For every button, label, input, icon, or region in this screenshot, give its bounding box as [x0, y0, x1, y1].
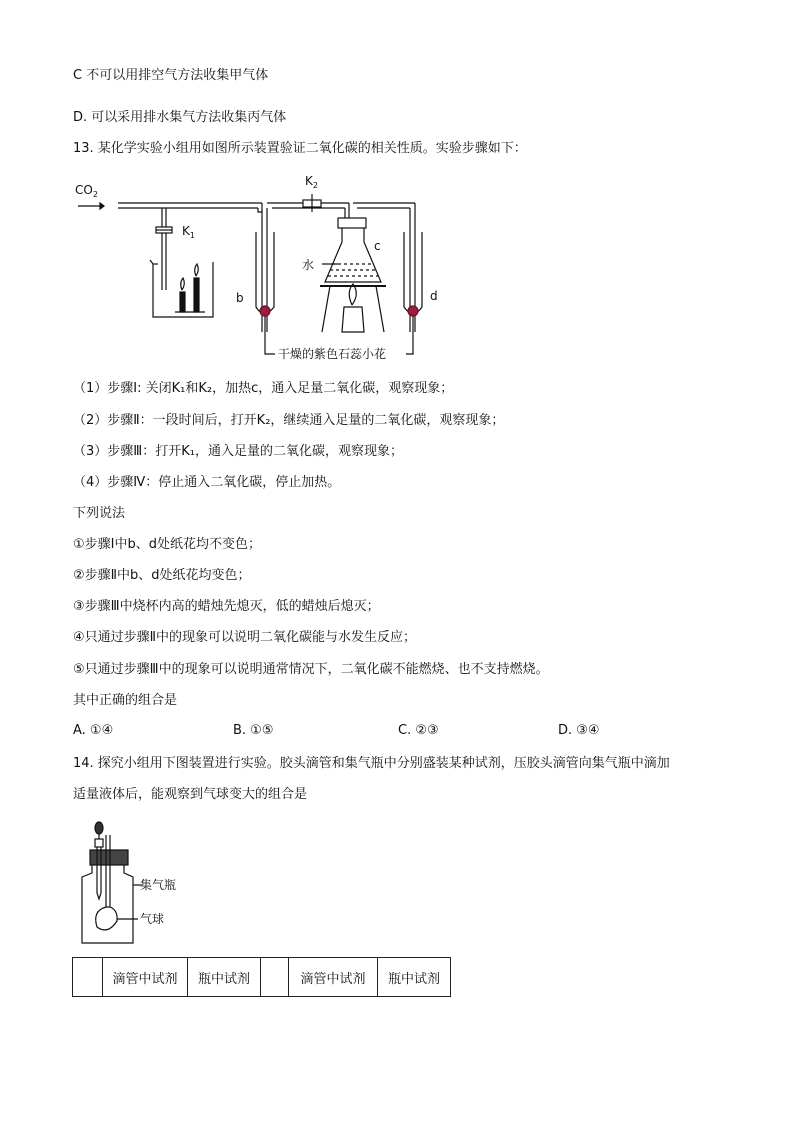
table-cell	[73, 958, 103, 997]
reagent-table	[72, 957, 451, 997]
balloon-label: 气球	[140, 912, 165, 926]
water-label: 水	[302, 258, 315, 272]
question-13-stem: 13. 某化学实验小组用如图所示装置验证二氧化碳的相关性质。实验步骤如下：	[73, 141, 527, 156]
option-a: A. ①④	[73, 723, 114, 738]
question-14-stem-2: 适量液体后，能观察到气球变大的组合是	[73, 787, 308, 802]
co2-apparatus-diagram	[0, 172, 794, 372]
table-row	[73, 958, 451, 997]
flower-label: 干燥的紫色石蕊小花	[278, 347, 387, 361]
option-d-13: D. ③④	[558, 723, 600, 738]
c-label: c	[374, 239, 381, 253]
d-label: d	[430, 289, 438, 303]
option-c: C 不可以用排空气方法收集甲气体	[73, 68, 269, 83]
b-label: b	[236, 291, 244, 305]
balloon-bottle-diagram	[60, 815, 280, 945]
statement-3: ③步骤Ⅲ中烧杯内高的蜡烛先熄灭，低的蜡烛后熄灭；	[73, 599, 380, 614]
co2-label: $CO_2$	[75, 183, 98, 199]
k1-label: $K_1$	[182, 224, 195, 240]
correct-combination-question: 其中正确的组合是	[73, 693, 178, 708]
step-1: （1）步骤Ⅰ: 关闭K₁和K₂，加热c，通入足量二氧化碳，观察现象；	[73, 381, 454, 396]
option-b: B. ①⑤	[233, 723, 274, 738]
table-cell	[261, 958, 289, 997]
table-header-bottle: 瓶中试剂	[188, 958, 261, 997]
table-header-bottle-2: 瓶中试剂	[378, 958, 451, 997]
statements-intro: 下列说法	[73, 506, 126, 521]
option-c-13: C. ②③	[398, 723, 439, 738]
table-header-dropper: 滴管中试剂	[103, 958, 188, 997]
statement-2: ②步骤Ⅱ中b、d处纸花均变色；	[73, 568, 251, 583]
step-3: （3）步骤Ⅲ：打开K₁，通入足量的二氧化碳，观察现象；	[73, 444, 403, 459]
bottle-label: 集气瓶	[140, 878, 177, 892]
option-d: D. 可以采用排水集气方法收集丙气体	[73, 110, 287, 125]
step-4: （4）步骤Ⅳ：停止通入二氧化碳，停止加热。	[73, 475, 341, 490]
statement-1: ①步骤Ⅰ中b、d处纸花均不变色；	[73, 537, 261, 552]
step-2: （2）步骤Ⅱ：一段时间后，打开K₂，继续通入足量的二氧化碳，观察现象；	[73, 413, 505, 428]
k2-label: $K_2$	[305, 174, 318, 190]
question-14-stem-1: 14. 探究小组用下图装置进行实验。胶头滴管和集气瓶中分别盛装某种试剂，压胶头滴管向集气瓶中滴加	[73, 756, 670, 771]
statement-4: ④只通过步骤Ⅱ中的现象可以说明二氧化碳能与水发生反应；	[73, 630, 417, 645]
statement-5: ⑤只通过步骤Ⅲ中的现象可以说明通常情况下，二氧化碳不能燃烧、也不支持燃烧。	[73, 662, 549, 677]
table-header-dropper-2: 滴管中试剂	[289, 958, 378, 997]
